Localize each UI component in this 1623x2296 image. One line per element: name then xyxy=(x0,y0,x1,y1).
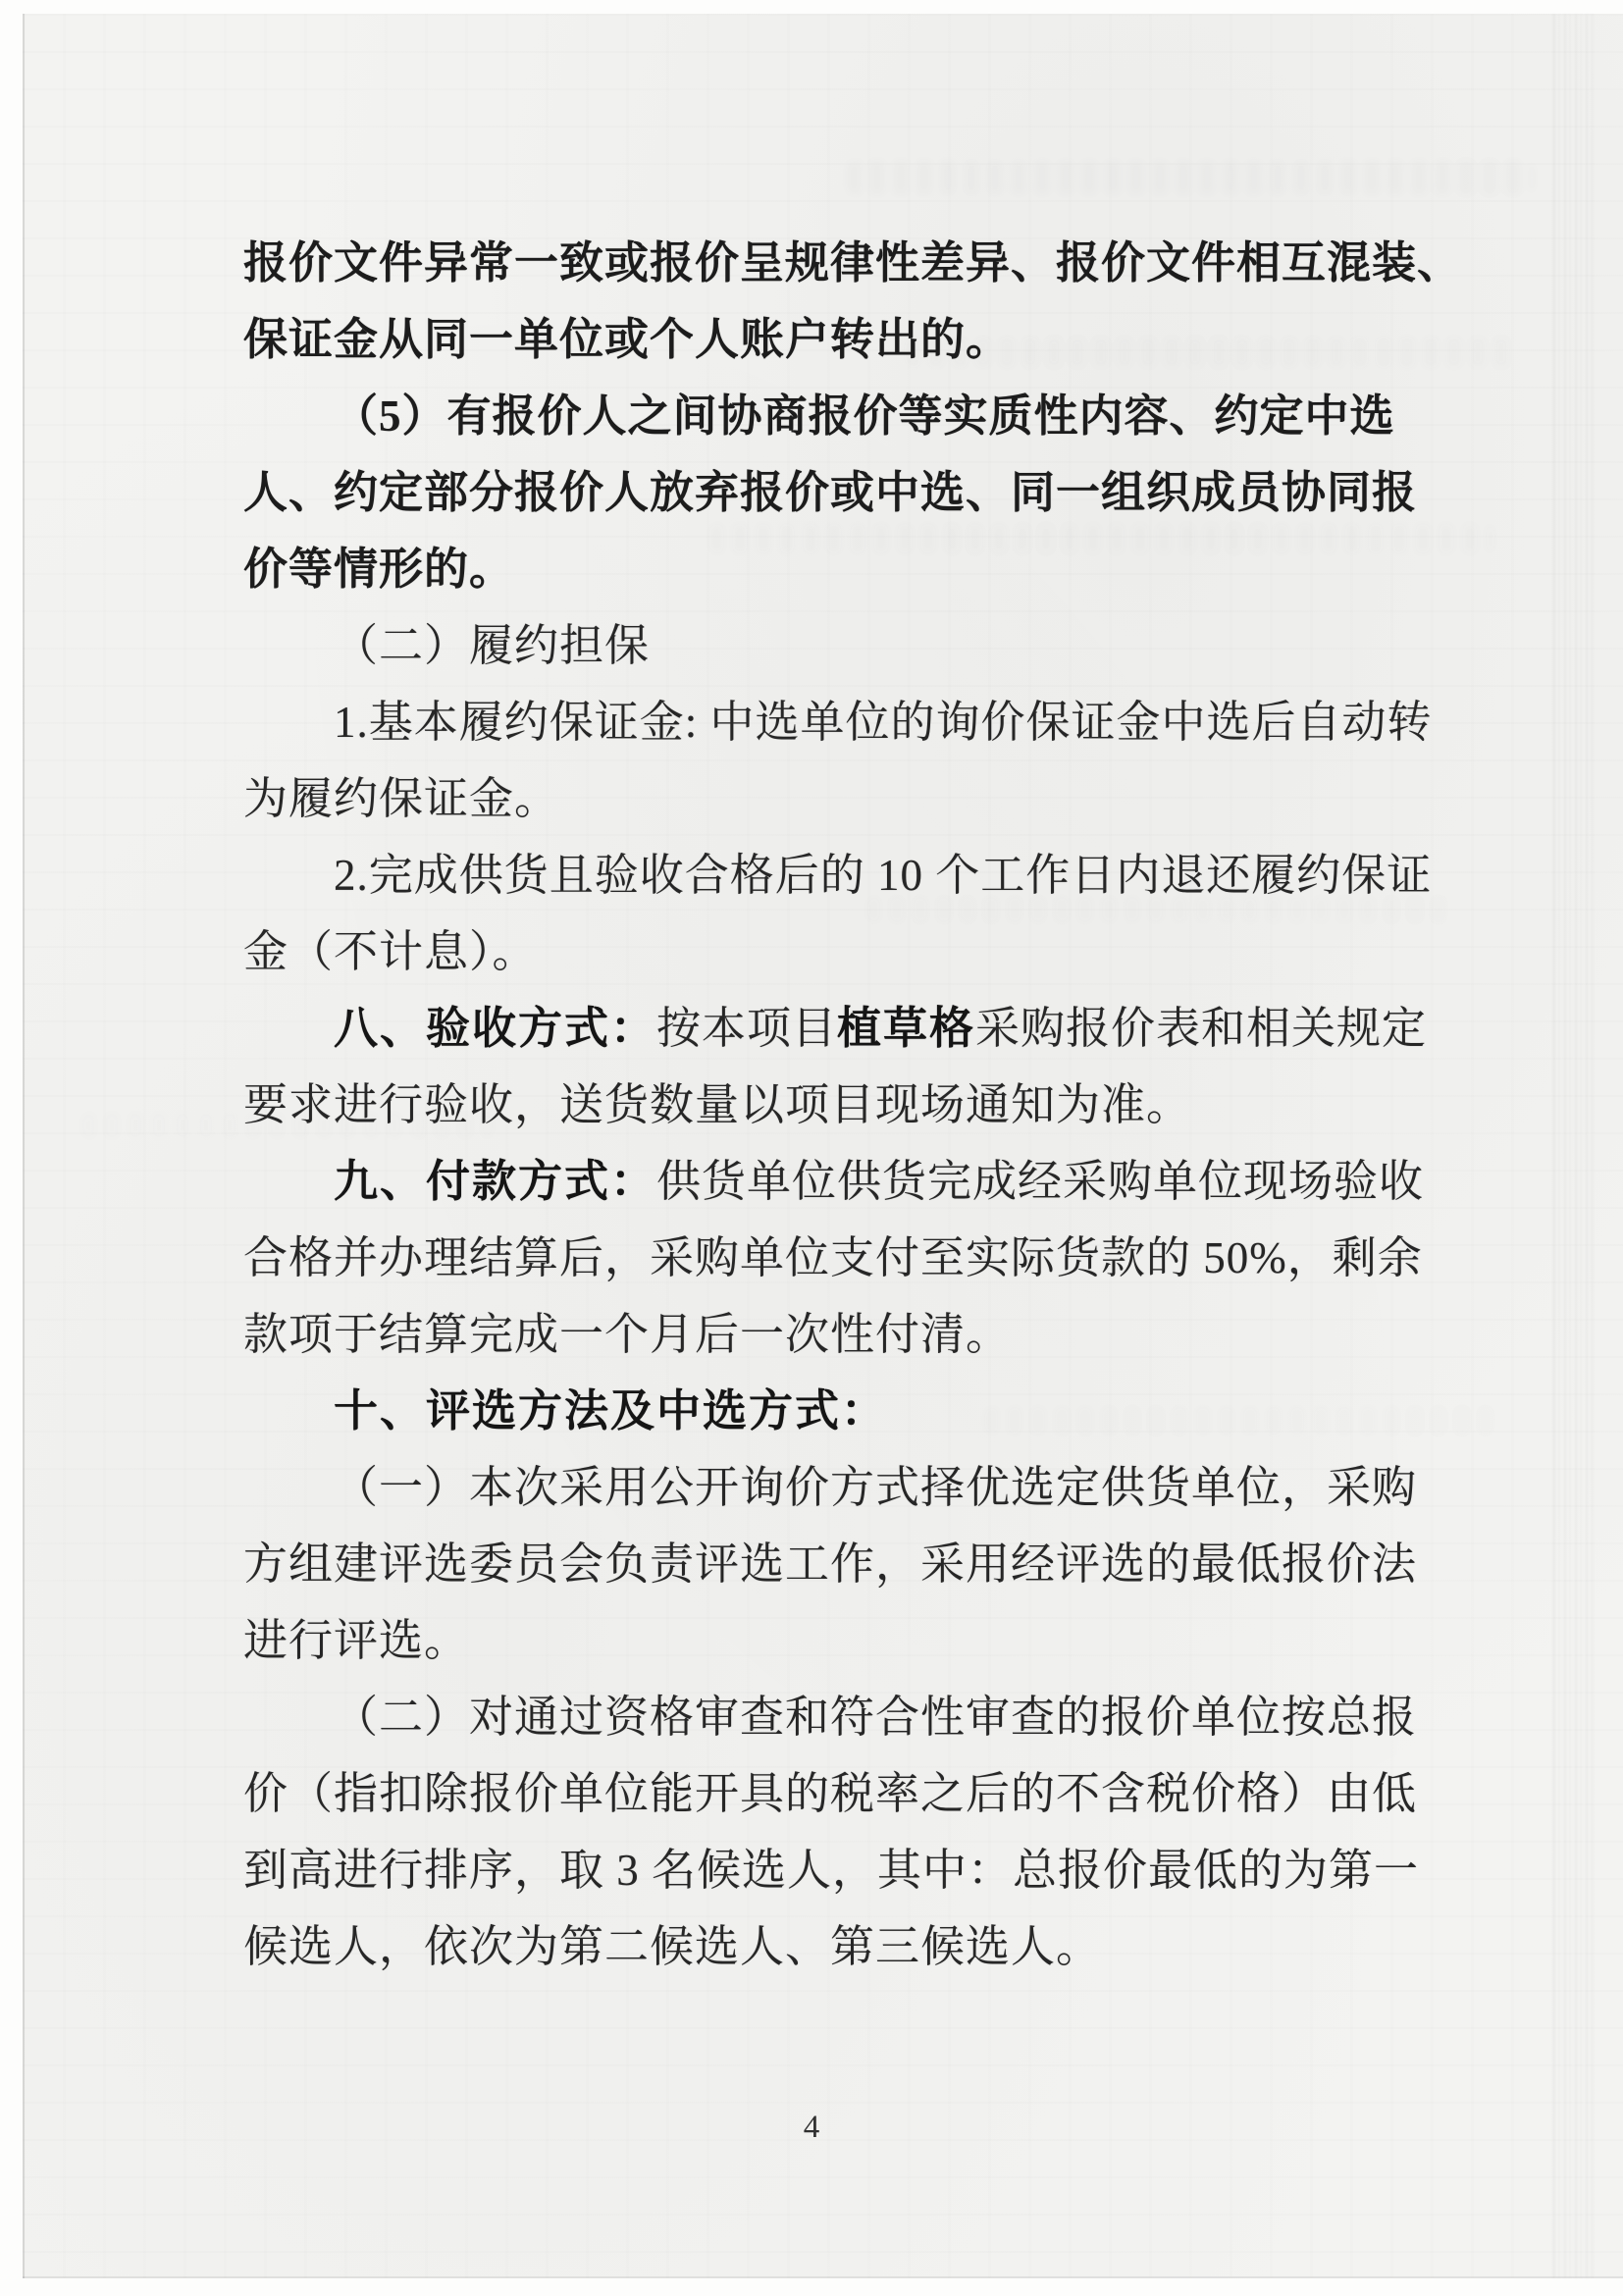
scanner-streak-band xyxy=(1553,14,1595,2278)
text-segment: （二）履约担保 xyxy=(334,621,651,670)
text-segment-bold: 报价文件异常一致或报价呈规律性差异、报价文件相互混装、 xyxy=(243,238,1463,287)
text-line xyxy=(243,378,1435,454)
text-segment: 按本项目 xyxy=(656,1004,838,1053)
text-segment: 2.完成供货且验收合格后的 10 个工作日内退还履约保证 xyxy=(334,851,1433,900)
text-segment: 合格并办理结算后，采购单位支付至实际货款的 50%，剩余 xyxy=(243,1233,1423,1282)
text-line xyxy=(243,1832,1435,1908)
text-line xyxy=(243,1143,1435,1220)
text-line xyxy=(243,1220,1435,1296)
paper-edge-shadow xyxy=(23,2276,1623,2278)
text-line xyxy=(243,1067,1435,1143)
text-line xyxy=(243,1449,1435,1526)
text-segment-bold: （5）有报价人之间协商报价等实质性内容、约定中选 xyxy=(334,391,1395,441)
text-line xyxy=(243,837,1435,913)
text-line xyxy=(243,1602,1435,1679)
text-line xyxy=(243,531,1435,607)
text-segment: 供货单位供货完成经采购单位现场验收 xyxy=(656,1157,1425,1206)
text-segment-bold: 十、评选方法及中选方式： xyxy=(334,1385,888,1435)
text-segment: 价（指扣除报价单位能开具的税率之后的不含税价格）由低 xyxy=(243,1769,1418,1818)
text-line xyxy=(243,684,1435,760)
text-line xyxy=(243,301,1435,378)
document-body xyxy=(243,225,1463,1985)
paper-edge-shadow xyxy=(23,14,25,2278)
text-segment: 1.基本履约保证金: 中选单位的询价保证金中选后自动转 xyxy=(334,698,1433,747)
text-segment: 候选人，依次为第二候选人、第三候选人。 xyxy=(243,1922,1102,1971)
text-segment: 要求进行验收，送货数量以项目现场通知为准。 xyxy=(243,1080,1192,1129)
text-segment-bold: 人、约定部分报价人放弃报价或中选、同一组织成员协同报 xyxy=(243,468,1418,517)
text-line xyxy=(243,760,1435,837)
text-segment-bold: 八、验收方式： xyxy=(334,1003,657,1053)
text-segment: 方组建评选委员会负责评选工作，采用经评选的最低报价法 xyxy=(243,1539,1418,1589)
text-segment-bold: 植草格 xyxy=(837,1003,976,1053)
text-line xyxy=(243,1296,1435,1373)
text-segment: 金（不计息）。 xyxy=(243,927,538,976)
text-segment: 款项于结算完成一个月后一次性付清。 xyxy=(243,1310,1012,1359)
text-line xyxy=(243,1373,1435,1449)
text-segment-bold: 九、付款方式： xyxy=(334,1156,657,1206)
text-line xyxy=(243,1755,1435,1832)
text-line xyxy=(243,1908,1435,1985)
text-line xyxy=(243,913,1435,990)
page-number: 4 xyxy=(803,2110,820,2145)
text-line xyxy=(243,454,1435,531)
text-line xyxy=(243,1679,1435,1755)
text-line xyxy=(243,990,1435,1067)
text-segment: 采购报价表和相关规定 xyxy=(975,1004,1428,1053)
text-segment: （一）本次采用公开询价方式择优选定供货单位，采购 xyxy=(334,1463,1418,1512)
text-segment-bold: 价等情形的。 xyxy=(243,545,515,594)
text-segment: 为履约保证金。 xyxy=(243,774,560,823)
text-segment: 进行评选。 xyxy=(243,1616,470,1665)
text-line xyxy=(243,1526,1435,1602)
text-segment: （二）对通过资格审查和符合性审查的报价单位按总报 xyxy=(334,1693,1418,1742)
text-line xyxy=(243,225,1463,301)
text-line xyxy=(243,607,1435,684)
text-segment-bold: 保证金从同一单位或个人账户转出的。 xyxy=(243,315,1012,364)
bleed-through-artifact xyxy=(847,161,1534,194)
text-segment: 到高进行排序，取 3 名候选人，其中：总报价最低的为第一 xyxy=(243,1846,1420,1895)
